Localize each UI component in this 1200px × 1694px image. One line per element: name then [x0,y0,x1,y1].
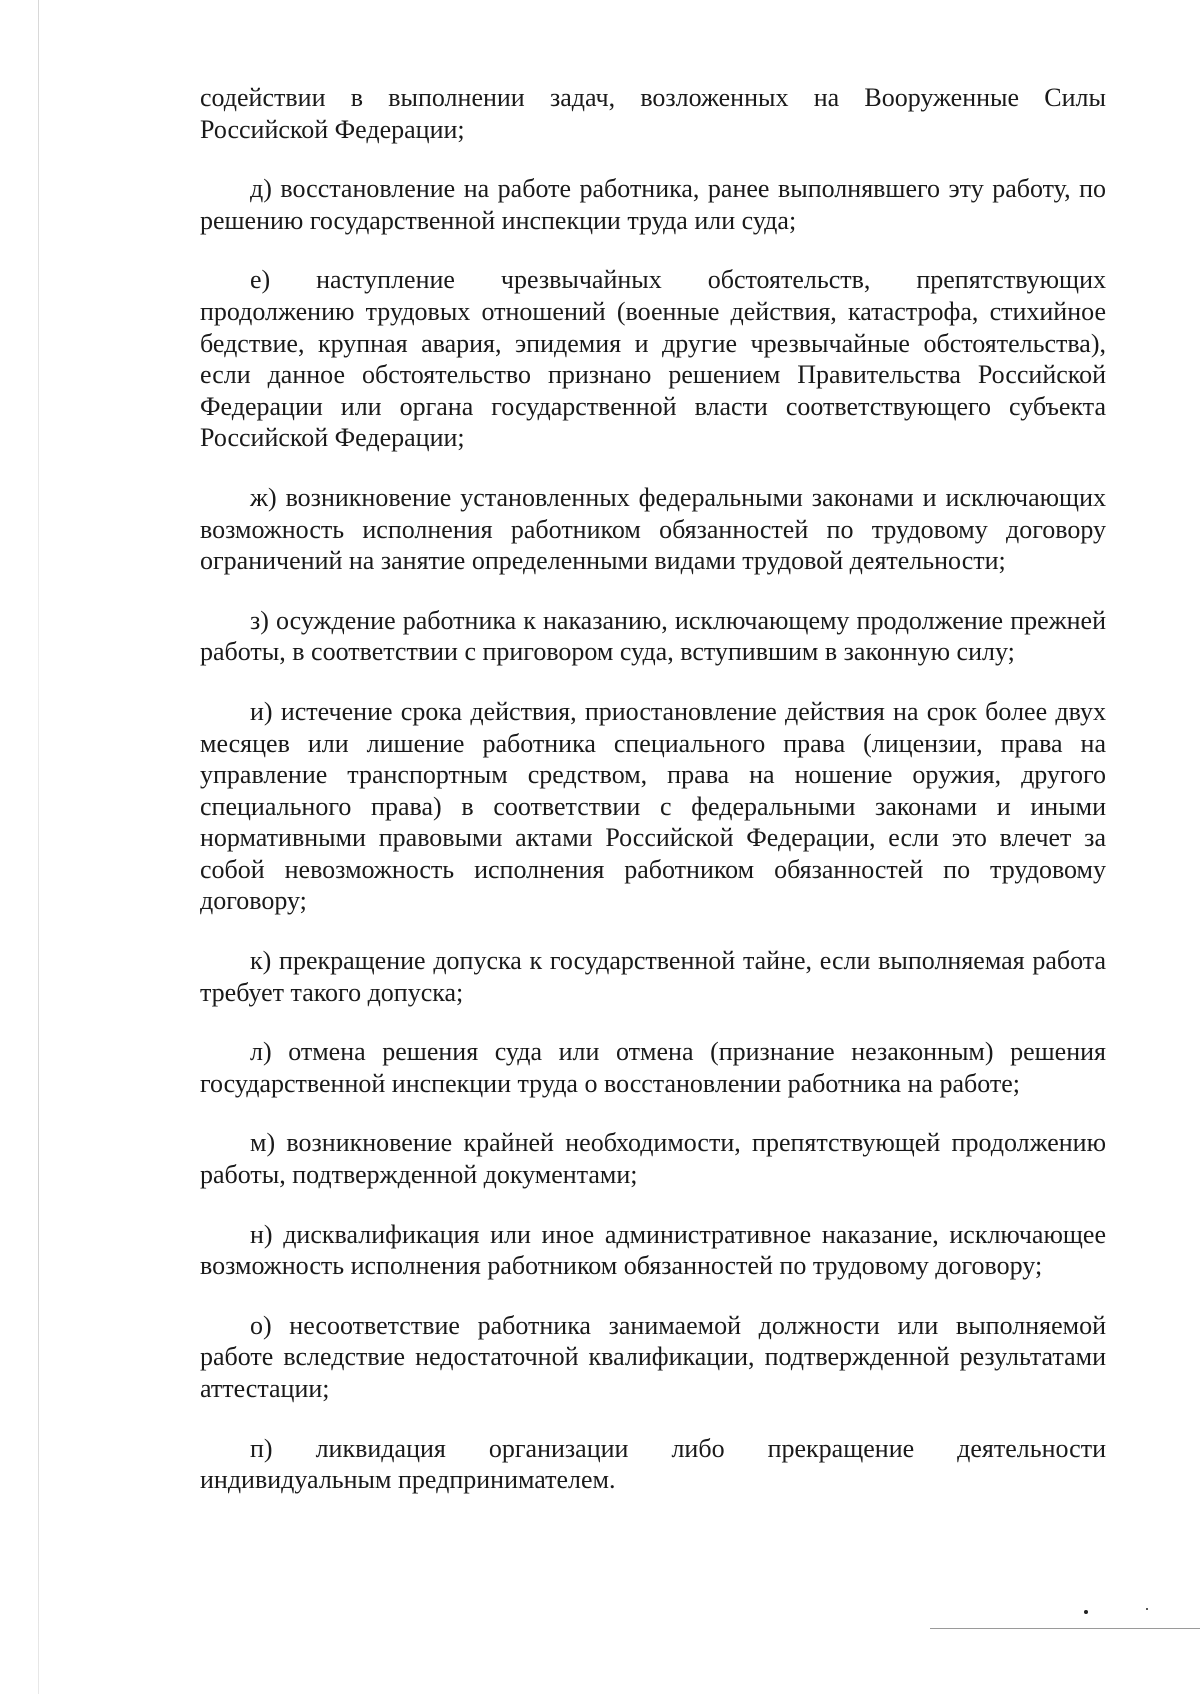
scan-left-edge [38,0,39,1694]
paragraph-item-e: е) наступление чрезвычайных обстоятельств, препятствующих продолжению трудовых отношений (военные действия, катастрофа, стихийное бедствие, крупная авария, эпидемия и другие чрезвычайные обстоятельства), если данное обстоятельство признано решением Правительства Российской Федерации или органа государственной власти соответствующего субъекта Российской Федерации; [200,265,1106,453]
paragraph-item-i: и) истечение срока действия, приостановление действия на срок более двух месяцев или лишение работника специального права (лицензии, права на управление транспортным средством, права на ношение оружия, другого специального права) в соответствии с федеральными законами и иными нормативными правовыми актами Российской Федерации, если это влечет за собой невозможность исполнения работником обязанностей по трудовому договору; [200,696,1106,916]
paragraph-item-n: н) дисквалификация или иное административное наказание, исключающее возможность исполнения работником обязанностей по трудовому договору; [200,1219,1106,1281]
document-body [200,82,1106,1524]
scan-bottom-line [930,1628,1200,1629]
paragraph-continuation: содействии в выполнении задач, возложенных на Вооруженные Силы Российской Федерации; [200,83,1106,144]
scan-dot-mark [1084,1610,1088,1614]
paragraph-item-l: л) отмена решения суда или отмена (признание незаконным) решения государственной инспекции труда о восстановлении работника на работе; [200,1037,1106,1098]
paragraph-item-p: п) ликвидация организации либо прекращение деятельности индивидуальным предпринимателем. [200,1433,1106,1495]
paragraph-item-zh: ж) возникновение установленных федеральными законами и исключающих возможность исполнения работником обязанностей по трудовому договору ограничений на занятие определенными видами трудовой деятельности; [200,482,1106,576]
paragraph-item-z: з) осуждение работника к наказанию, исключающему продолжение прежней работы, в соответствии с приговором суда, вступившим в законную силу; [200,605,1106,667]
paragraph-item-k: к) прекращение допуска к государственной тайне, если выполняемая работа требует такого допуска; [200,946,1106,1007]
paragraph-item-m: м) возникновение крайней необходимости, препятствующей продолжению работы, подтвержденной документами; [200,1128,1106,1190]
paragraph-item-o: о) несоответствие работника занимаемой должности или выполняемой работе вследствие недостаточной квалификации, подтвержденной результатами аттестации; [200,1310,1106,1403]
paragraph-item-d: д) восстановление на работе работника, ранее выполнявшего эту работу, по решению государственной инспекции труда или суда; [200,174,1106,235]
scan-dot-mark [1146,1608,1148,1610]
